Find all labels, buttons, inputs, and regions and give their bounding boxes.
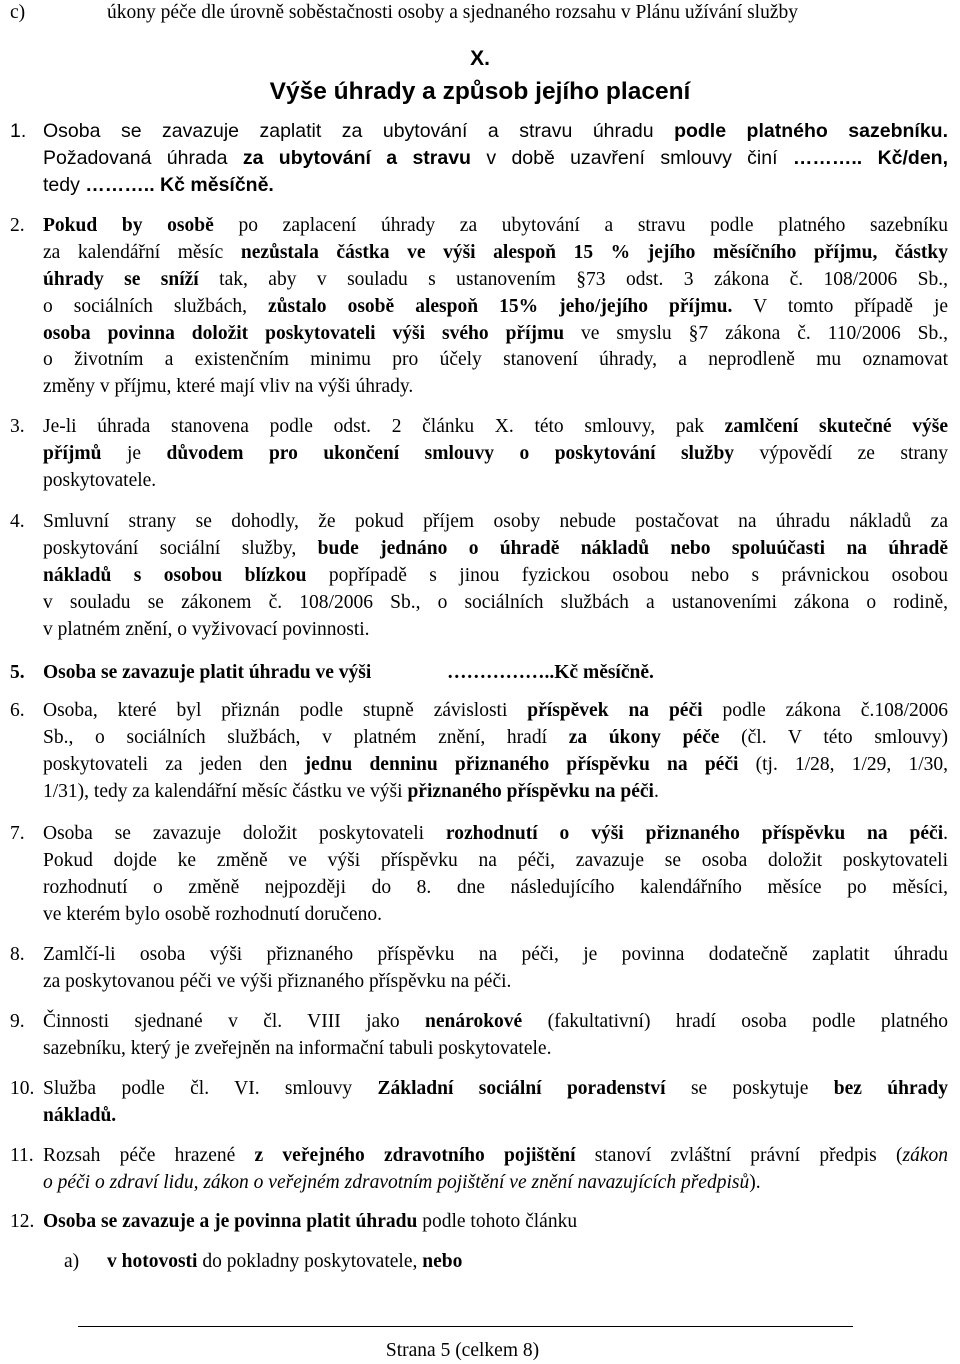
p2-number: 2.	[10, 215, 25, 236]
p11-line-1: Rozsah péče hrazené z veřejného zdravotního pojištění stanoví zvláštní právní předpis (zákon	[43, 1145, 949, 1166]
p6-line-1: Osoba, které byl přiznán podle stupně závislosti příspěvek na péči podle zákona č.108/2006	[43, 700, 948, 721]
list-marker-a: a)	[64, 1251, 80, 1272]
p1-line-3: tedy ……….. Kč měsíčně.	[43, 174, 274, 196]
p4-line-2: poskytování sociální služby, bude jednáno o úhradě nákladů nebo spoluúčasti na úhradě	[43, 538, 949, 559]
article-number: X.	[470, 47, 490, 70]
p5-amount: ……………..Kč měsíčně.	[447, 662, 654, 683]
p9-line-1: Činnosti sjednané v čl. VIII jako nenárokové (fakultativní) hradí osoba podle platného	[43, 1011, 948, 1032]
item-c-text: úkony péče dle úrovně soběstačnosti osoby a sjednaného rozsahu v Plánu užívání služby	[107, 2, 799, 23]
p12-number: 12.	[10, 1211, 35, 1232]
p7-line-3: rozhodnutí o změně nejpozději do 8. dne následujícího kalendářního měsíce po měsíci,	[43, 877, 948, 898]
p10-line-2: nákladů.	[43, 1105, 117, 1126]
p2-line-3: úhrady se sníží tak, aby v souladu s ustanovením §73 odst. 3 zákona č. 108/2006 Sb.,	[43, 269, 949, 290]
p3-line-3: poskytovatele.	[43, 470, 157, 491]
p7-line-4: ve kterém bylo osobě rozhodnutí doručeno.	[43, 904, 382, 925]
p4-line-5: v platném znění, o vyživovací povinnosti.	[43, 619, 370, 640]
p4-line-4: v souladu se zákonem č. 108/2006 Sb., o sociálních službách a ustanoveními zákona o rodině,	[43, 592, 948, 613]
p1-line-2: Požadovaná úhrada za ubytování a stravu v době uzavření smlouvy činí ……….. Kč/den,	[43, 147, 949, 169]
p2-line-6: o životním a existenčním minimu pro účely stanovení úhrady, a neprodleně mu oznamovat	[43, 349, 948, 370]
p6-number: 6.	[10, 700, 25, 721]
p11-number: 11.	[10, 1145, 34, 1166]
p2-line-2: za kalendářní měsíc nezůstala částka ve výši alespoň 15 % jejího měsíčního příjmu, částky	[43, 242, 949, 263]
list-marker-c: c)	[10, 2, 26, 23]
p8-line-1: Zamlčí-li osoba výši přiznaného příspěvku na péči, je povinna dodatečně zaplatit úhradu	[43, 944, 948, 965]
p7-line-1: Osoba se zavazuje doložit poskytovateli rozhodnutí o výši přiznaného příspěvku na péči.	[43, 823, 948, 844]
p4-line-3: nákladů s osobou blízkou popřípadě s jinou fyzickou osobou nebo s právnickou osobou	[43, 565, 948, 586]
article-title: Výše úhrady a způsob jejího placení	[269, 78, 691, 105]
p2-line-1: Pokud by osobě po zaplacení úhrady za ubytování a stravu podle platného sazebníku	[43, 215, 949, 236]
p6-line-4: 1/31), tedy za kalendářní měsíc částku ve výši přiznaného příspěvku na péči.	[43, 781, 659, 802]
p6-line-2: Sb., o sociálních službách, v platném znění, hradí za úkony péče (čl. V této smlouvy)	[43, 727, 949, 748]
p3-line-1: Je-li úhrada stanovena podle odst. 2 článku X. této smlouvy, pak zamlčení skutečné výše	[43, 416, 948, 437]
p8-line-2: za poskytovanou péči ve výši přiznaného příspěvku na péči.	[43, 971, 512, 992]
p5-text: Osoba se zavazuje platit úhradu ve výši	[43, 662, 372, 683]
p2-line-5: osoba povinna doložit poskytovateli výši svého příjmu ve smyslu §7 zákona č. 110/2006 Sb.,	[43, 323, 949, 344]
p10-number: 10.	[10, 1078, 35, 1099]
p3-line-2: příjmů je důvodem pro ukončení smlouvy o poskytování služby výpovědí ze strany	[43, 443, 949, 464]
footer-rule	[78, 1326, 853, 1327]
p9-number: 9.	[10, 1011, 25, 1032]
p7-line-2: Pokud dojde ke změně ve výši příspěvku na péči, zavazuje se osoba doložit poskytovateli	[43, 850, 948, 871]
p8-number: 8.	[10, 944, 25, 965]
p4-line-1: Smluvní strany se dohodly, že pokud příjem osoby nebude postačovat na úhradu nákladů za	[43, 511, 948, 532]
p2-line-4: o sociálních službách, zůstalo osobě alespoň 15% jeho/jejího příjmu. V tomto případě je	[43, 296, 949, 317]
p4-number: 4.	[10, 511, 25, 532]
p2-line-7: změny v příjmu, které mají vliv na výši úhrady.	[43, 376, 414, 397]
p1-line-1: Osoba se zavazuje zaplatit za ubytování a stravu úhradu podle platného sazebníku.	[43, 120, 948, 142]
p1-number: 1.	[10, 120, 27, 142]
p3-number: 3.	[10, 416, 25, 437]
item-a-text: v hotovosti do pokladny poskytovatele, nebo	[107, 1251, 463, 1272]
page-number-footer: Strana 5 (celkem 8)	[385, 1340, 540, 1361]
p12-line-1: Osoba se zavazuje a je povinna platit úhradu podle tohoto článku	[43, 1211, 578, 1232]
p6-line-3: poskytovateli za jeden den jednu denninu přiznaného příspěvku na péči (tj. 1/28, 1/29, 1/30,	[43, 754, 949, 775]
p10-line-1: Služba podle čl. VI. smlouvy Základní sociální poradenství se poskytuje bez úhrady	[43, 1078, 948, 1099]
p11-line-2: o péči o zdraví lidu, zákon o veřejném zdravotním pojištění ve znění navazujících předpisů).	[43, 1172, 761, 1193]
p9-line-2: sazebníku, který je zveřejněn na informační tabuli poskytovatele.	[43, 1038, 552, 1059]
p7-number: 7.	[10, 823, 25, 844]
p5-number: 5.	[10, 662, 25, 683]
